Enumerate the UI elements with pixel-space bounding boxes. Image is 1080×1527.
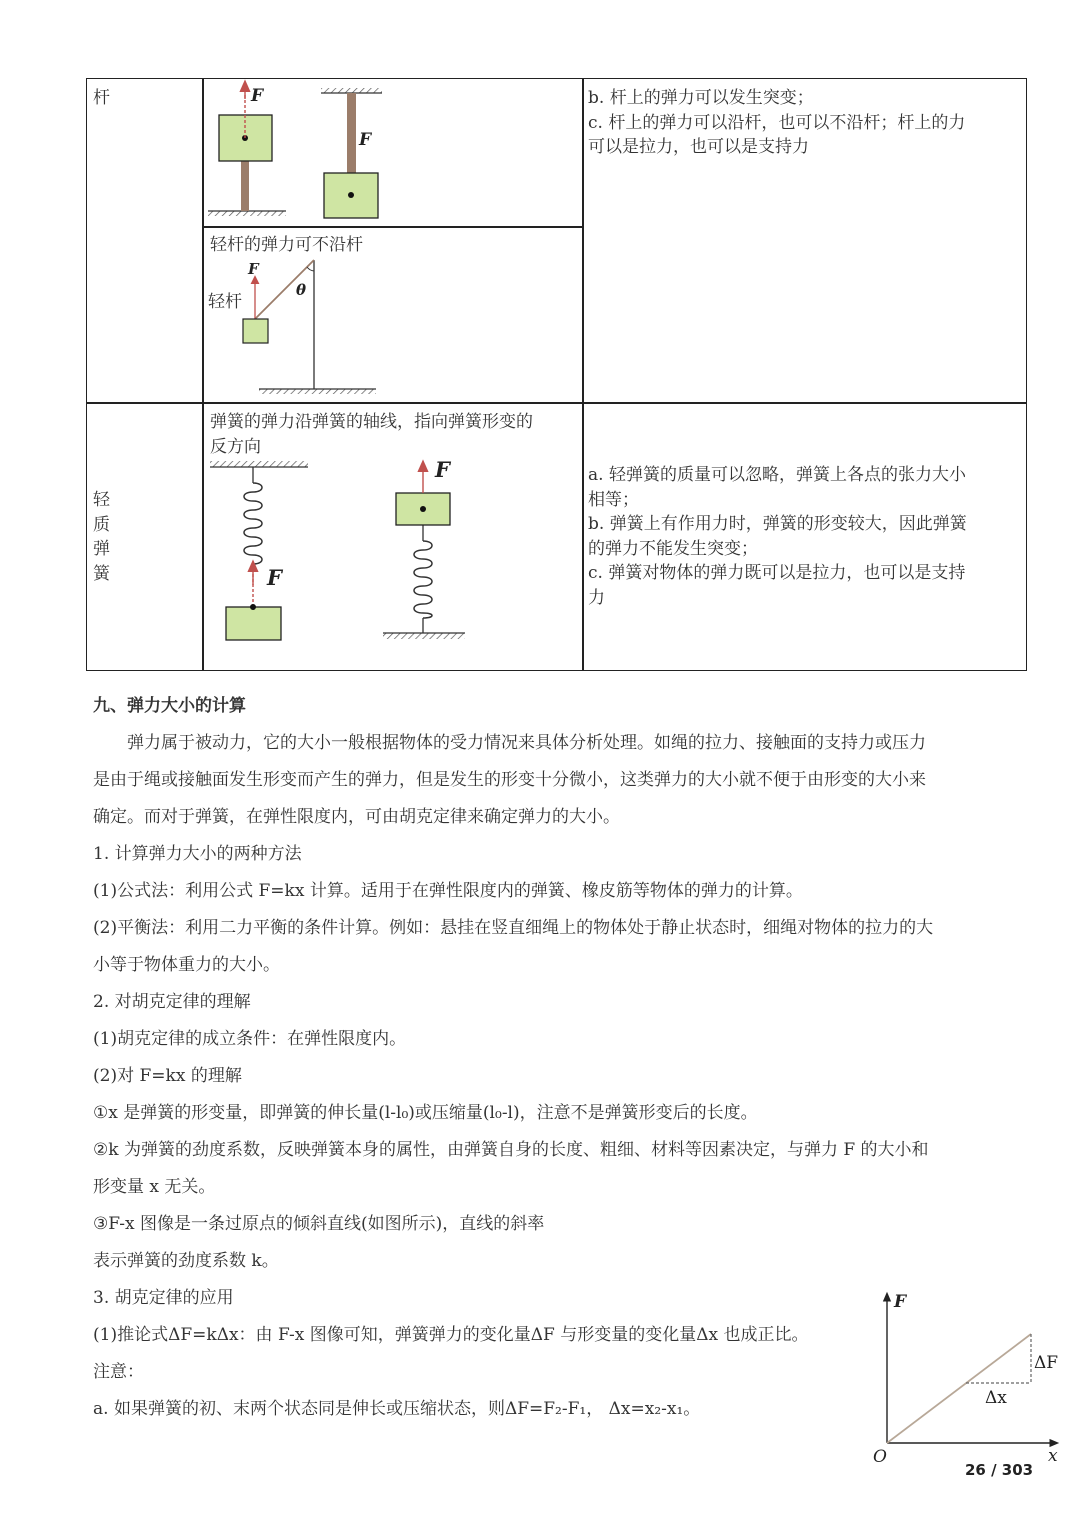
svg-text:F: F (435, 457, 450, 482)
paragraph-line: a. 如果弹簧的初、末两个状态同是伸长或压缩状态，则ΔF=F₂-F₁， Δx=x₂-x₁。 (93, 1399, 701, 1419)
paragraph-line: ②k 为弹簧的劲度系数，反映弹簧本身的属性，由弹簧自身的长度、粗细、材料等因素决定，与弹力 F 的大小和 (93, 1140, 929, 1160)
spring-notes: a. 轻弹簧的质量可以忽略，弹簧上各点的张力大小 相等； b. 弹簧上有作用力时，弹簧的形变较大，因此弹簧 的弹力不能发生突变； c. 弹簧对物体的弹力既可以是拉力，也可以是支持 力 (588, 465, 967, 608)
rod-notes: b. 杆上的弹力可以发生突变； c. 杆上的弹力可以沿杆，也可以不沿杆；杆上的力 可以是拉力，也可以是支持力 (588, 88, 966, 157)
paragraph-line: 形变量 x 无关。 (93, 1177, 216, 1197)
spring-diagram (203, 455, 583, 670)
subheading: 3. 胡克定律的应用 (93, 1288, 234, 1308)
svg-text:F: F (251, 86, 264, 106)
svg-text:F: F (359, 130, 372, 150)
svg-text:F: F (267, 565, 282, 590)
paragraph-line: 表示弹簧的劲度系数 k。 (93, 1251, 279, 1271)
light-rod-diagram (203, 255, 583, 402)
svg-text:F: F (248, 260, 259, 278)
paragraph-line: (2)对 F=kx 的理解 (93, 1066, 242, 1086)
row-label-spring: 轻 质 弹 簧 (93, 490, 110, 584)
f-x-graph (868, 1290, 1068, 1468)
page-number: 26 / 303 (965, 1461, 1034, 1479)
subheading: 2. 对胡克定律的理解 (93, 992, 251, 1012)
paragraph-line: 弹力属于被动力，它的大小一般根据物体的受力情况来具体分析处理。如绳的拉力、接触面的支持力或压力 (93, 733, 926, 753)
svg-text:O: O (873, 1447, 887, 1467)
spring (244, 483, 262, 564)
svg-text:x: x (1048, 1446, 1058, 1466)
hooke-line (887, 1334, 1031, 1443)
paragraph-line: ③F-x 图像是一条过原点的倾斜直线(如图所示)，直线的斜率 (93, 1214, 545, 1234)
svg-text:轻杆: 轻杆 (208, 292, 242, 312)
rod-diagram (203, 79, 583, 227)
paragraph-line: (1)推论式ΔF=kΔx：由 F-x 图像可知，弹簧弹力的变化量ΔF 与形变量的变化量Δx 也成正比。 (93, 1325, 809, 1345)
paragraph-line: 小等于物体重力的大小。 (93, 955, 280, 975)
spring-caption: 弹簧的弹力沿弹簧的轴线，指向弹簧形变的 反方向 (210, 412, 533, 457)
paragraph-line: (2)平衡法：利用二力平衡的条件计算。例如：悬挂在竖直细绳上的物体处于静止状态时，细绳对物体的拉力的大 (93, 918, 934, 938)
paragraph-line: (1)公式法：利用公式 F=kx 计算。适用于在弹性限度内的弹簧、橡皮筋等物体的弹力的计算。 (93, 881, 803, 901)
svg-text:θ: θ (296, 281, 307, 299)
light-rod-caption: 轻杆的弹力可不沿杆 (210, 235, 363, 255)
row-label-rod: 杆 (93, 88, 110, 108)
spring (414, 541, 432, 618)
svg-text:ΔF: ΔF (1034, 1353, 1059, 1373)
paragraph-line: (1)胡克定律的成立条件：在弹性限度内。 (93, 1029, 407, 1049)
svg-text:F: F (894, 1292, 907, 1312)
subheading: 1. 计算弹力大小的两种方法 (93, 844, 302, 864)
paragraph-line: 注意： (93, 1362, 144, 1382)
section-heading: 九、弹力大小的计算 (93, 696, 246, 716)
paragraph-line: ①x 是弹簧的形变量，即弹簧的伸长量(l-l₀)或压缩量(l₀-l)，注意不是弹簧形变后的长度。 (93, 1103, 758, 1123)
paragraph-line: 是由于绳或接触面发生形变而产生的弹力，但是发生的形变十分微小，这类弹力的大小就不便于由形变的大小来 (93, 770, 926, 790)
svg-text:Δx: Δx (985, 1388, 1007, 1408)
paragraph-line: 确定。而对于弹簧，在弹性限度内，可由胡克定律来确定弹力的大小。 (93, 807, 620, 827)
